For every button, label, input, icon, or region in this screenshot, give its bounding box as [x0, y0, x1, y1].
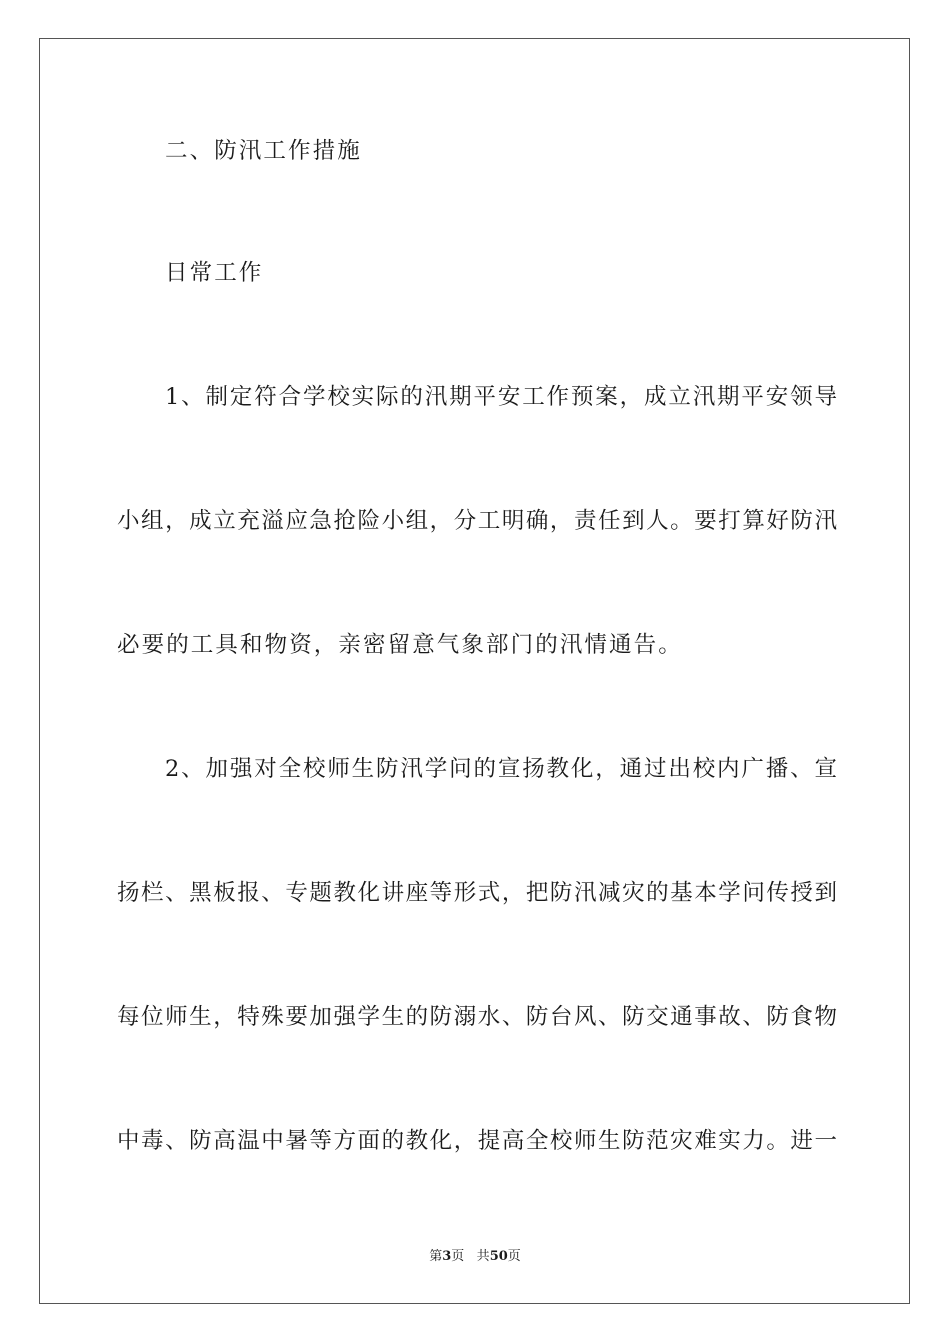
- footer-page-number: 3: [442, 1249, 452, 1264]
- footer-total-pages: 50: [489, 1249, 508, 1264]
- footer-total-prefix: 共: [476, 1249, 490, 1264]
- paragraph-1-line-3: 必要的工具和物资，亲密留意气象部门的汛情通告。: [117, 632, 683, 658]
- paragraph-2-line-4: 中毒、防高温中暑等方面的教化，提高全校师生防范灾难实力。进一: [117, 1128, 837, 1154]
- subsection-heading: 日常工作: [165, 260, 264, 286]
- paragraph-1-line-1: 1、制定符合学校实际的汛期平安工作预案，成立汛期平安领导: [165, 384, 837, 410]
- section-heading: 二、防汛工作措施: [165, 138, 362, 164]
- page-footer: [0, 1248, 950, 1266]
- paragraph-2-line-1: 2、加强对全校师生防汛学问的宣扬教化，通过出校内广播、宣: [165, 756, 837, 782]
- paragraph-2-line-2: 扬栏、黑板报、专题教化讲座等形式，把防汛减灾的基本学问传授到: [117, 880, 837, 906]
- footer-page-suffix: 页: [451, 1249, 465, 1264]
- footer-total-suffix: 页: [507, 1249, 521, 1264]
- paragraph-1-line-2: 小组，成立充溢应急抢险小组，分工明确，责任到人。要打算好防汛: [117, 508, 837, 534]
- paragraph-2-line-3: 每位师生，特殊要加强学生的防溺水、防台风、防交通事故、防食物: [117, 1004, 837, 1030]
- page-border: [39, 38, 910, 1304]
- footer-page-prefix: 第: [429, 1249, 443, 1264]
